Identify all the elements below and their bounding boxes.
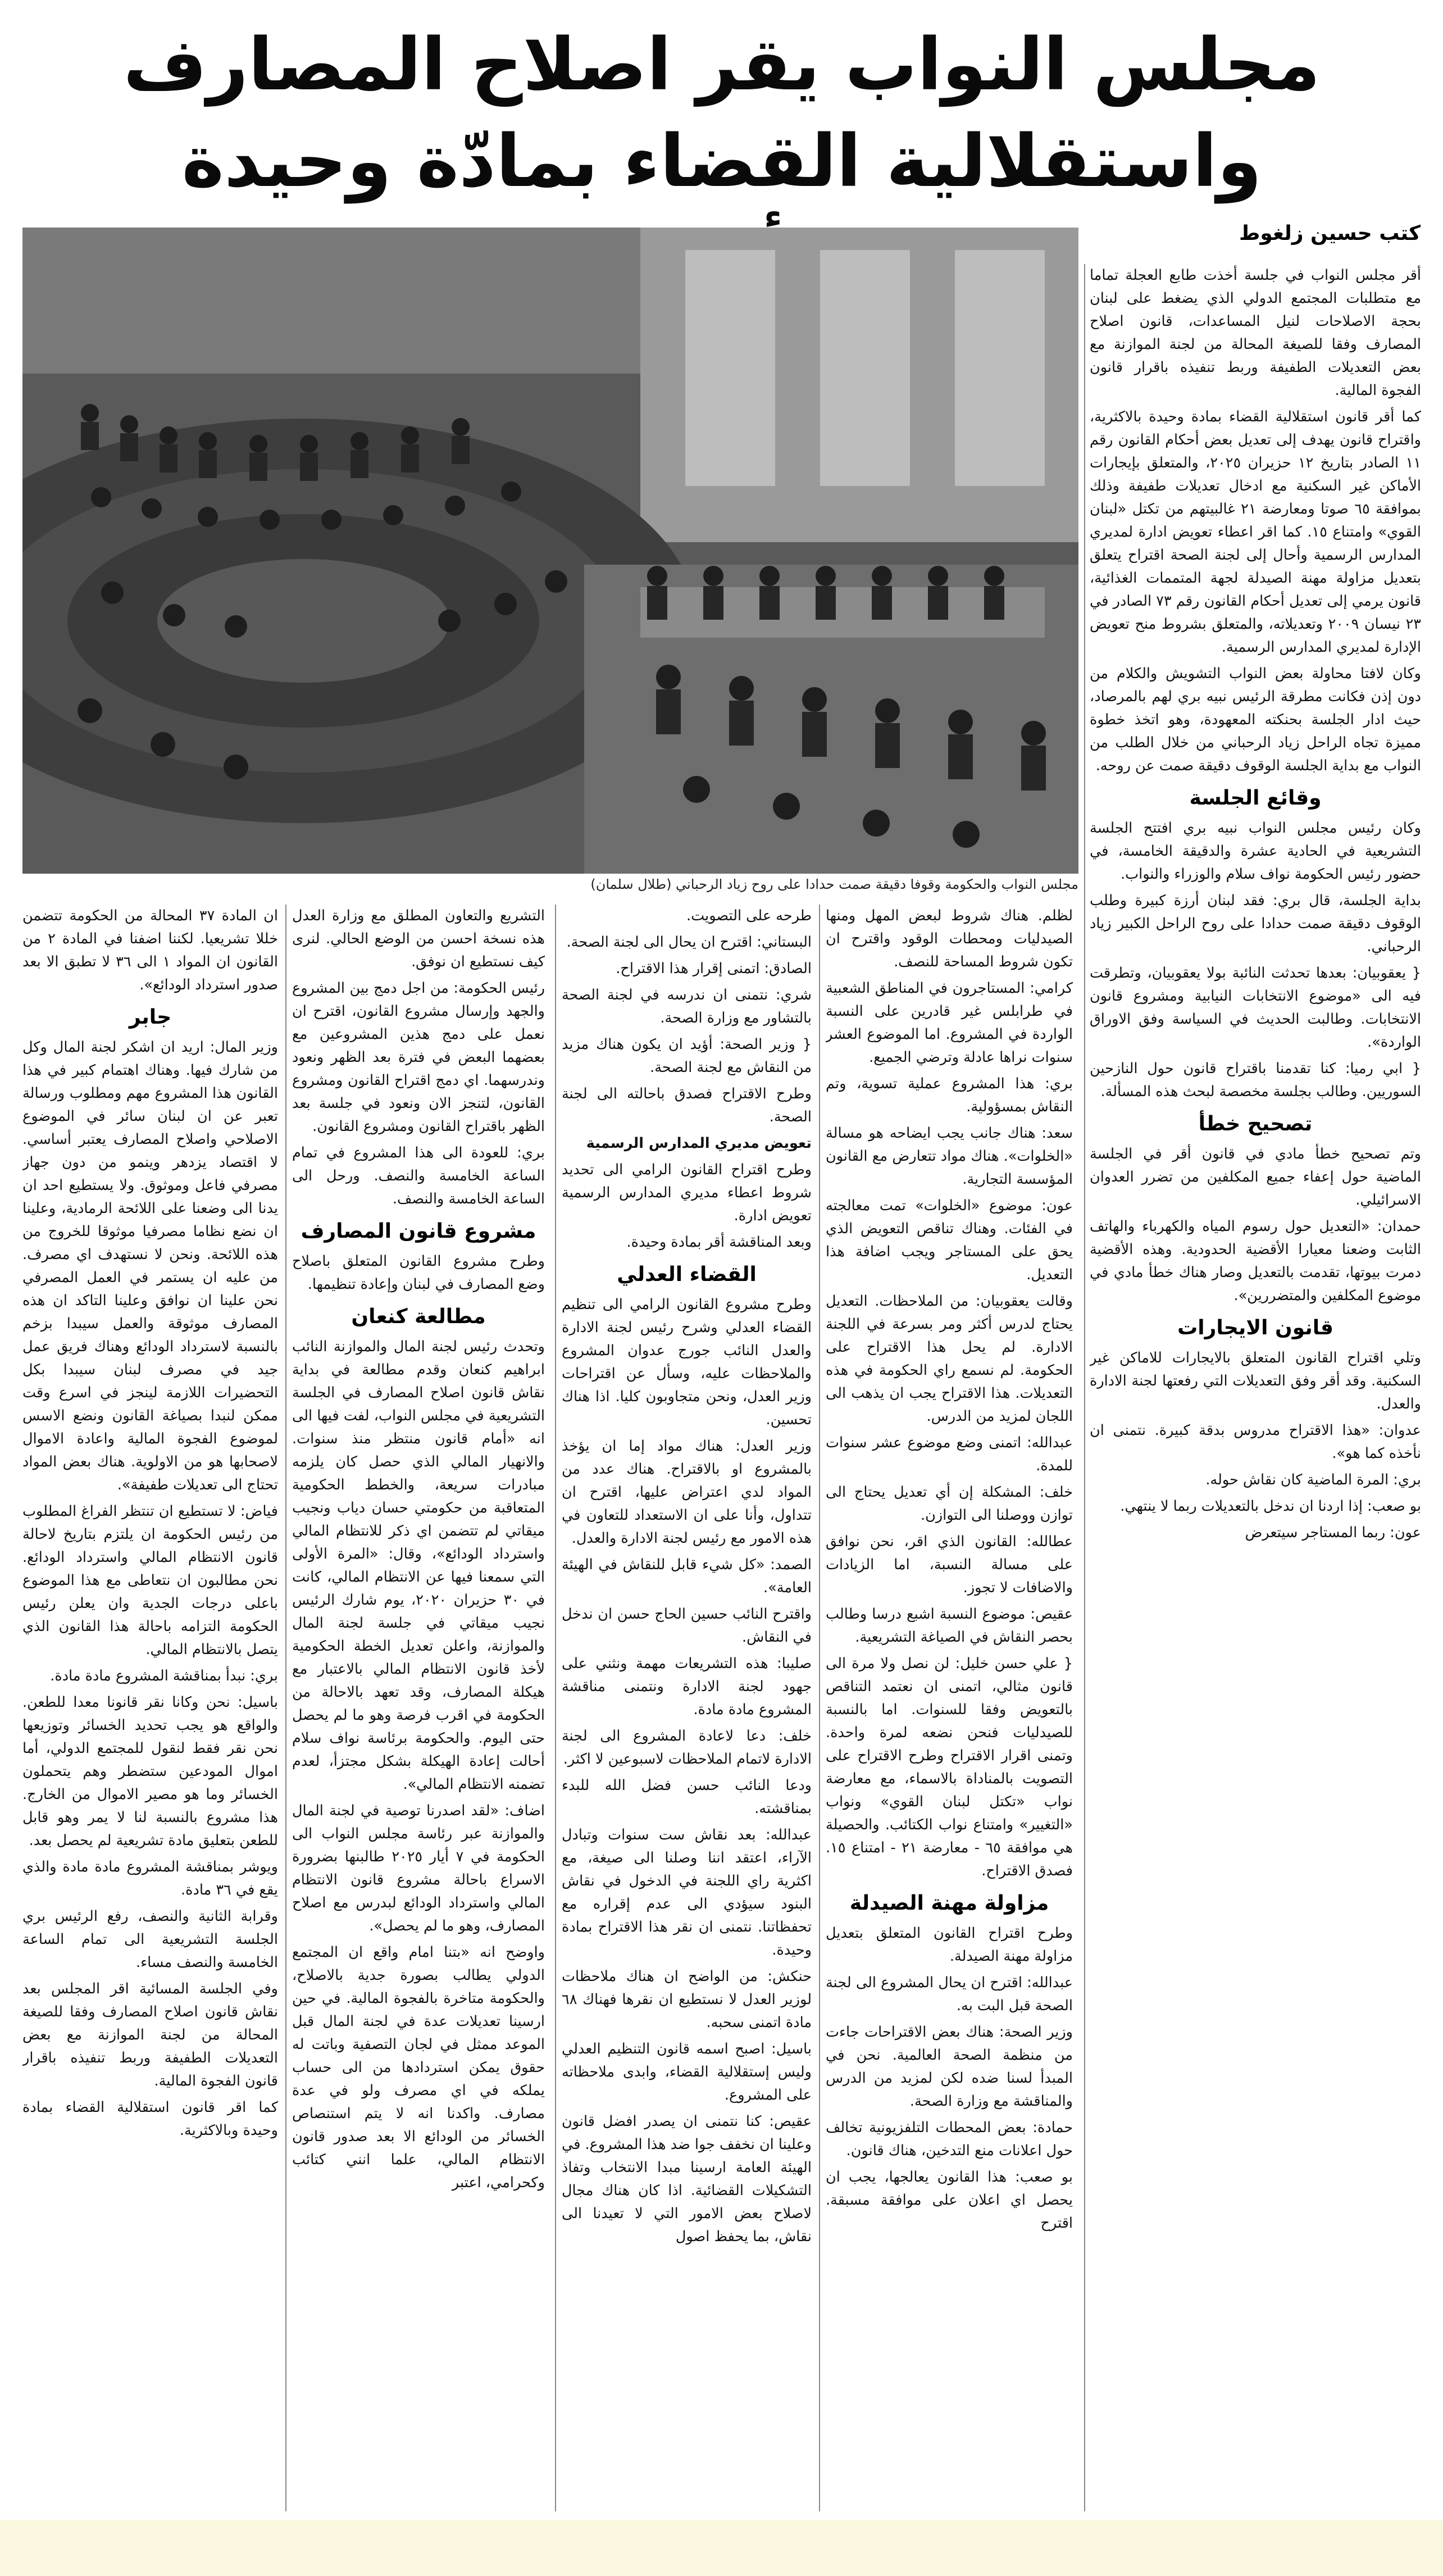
paragraph: ودعا النائب حسن فضل الله للبدء بمناقشته. bbox=[562, 1777, 812, 1817]
paragraph: اضاف: «لقد اصدرنا توصية في لجنة المال والموازنة عبر رئاسة مجلس النواب الى الحكومة في ٧ أيار ٢٠٢٥ طالبنها بضرورة الاسراع باحالة مشروع قانون الانتظام المالي واسترداد الودائع لبدرس مع اصلاح المصارف، وهو ما لم يحصل». bbox=[292, 1802, 545, 1934]
paragraph: بو صعب: هذا القانون يعالجها، يجب ان يحصل اي اعلان على موافقة مسبقة. اقترح bbox=[826, 2169, 1073, 2232]
paragraph: وتلي اقتراح القانون المتعلق بالايجارات للاماكن غير السكنية. وقد أقر وفق التعديلات التي رفعتها لجنة الادارة والعدل. bbox=[1090, 1350, 1421, 1412]
article-column-1 bbox=[1090, 264, 1421, 2517]
parliament-photo bbox=[22, 228, 1078, 874]
paragraph: وزير العدل: هناك مواد إما ان يؤخذ بالمشروع او بالاقتراح. هناك عدد من المواد لدي اعتراض عليها، اقترح ان تتداول، وأنا على ان الاستعداد للتعاون في هذه الامور مع رئيس لجنة الادارة والعدل. bbox=[562, 1438, 812, 1547]
paragraph: { ابي رميا: كنا تقدمنا باقتراح قانون حول النازحين السوريين. وطالب بجلسة مخصصة لبحث هذه المسألة. bbox=[1090, 1060, 1421, 1100]
column-divider bbox=[1084, 264, 1085, 2511]
paragraph: عبدالله: اقترح ان يحال المشروع الى لجنة الصحة قبل البت به. bbox=[826, 1974, 1073, 2014]
subheading: جابر bbox=[129, 1006, 172, 1029]
column-divider bbox=[555, 905, 556, 2511]
paragraph: وقالت يعقوبيان: من الملاحظات. التعديل يحتاج لدرس أكثر ومر بسرعة في اللجنة الادارة. لم يحل هذا الاقتراح على الحكومة. لم نسمع راي الحكومة في هذه التعديلات. هذا الاقتراح يجب ان يذهب الى اللجان لمزيد من الدرس. bbox=[826, 1293, 1073, 1425]
subheading: مزاولة مهنة الصيدلة bbox=[849, 1892, 1049, 1915]
paragraph: حمدان: «التعديل حول رسوم المياه والكهرباء والهاتف الثابت وضعنا معيارا الأقضية الحدودية. وهذه الأقضية دمرت بيوتها، تقدمت بالتعديل وصار هناك خطأ مادي في موضوع المكلفين والمتضررين». bbox=[1090, 1218, 1421, 1304]
paragraph: بري: للعودة الى هذا المشروع في تمام الساعة الخامسة والنصف. ورحل الى الساعة الخامسة والنصف. bbox=[292, 1144, 545, 1207]
paragraph: وطرح مشروع القانون المتعلق باصلاح وضع المصارف في لبنان وإعادة تنظيمها. bbox=[292, 1253, 545, 1293]
paragraph: واقترح النائب حسين الحاج حسن ان ندخل في النقاش. bbox=[562, 1606, 812, 1646]
paragraph: بداية الجلسة، قال بري: فقد لبنان أرزة كبيرة وطلب الوقوف دقيقة صمت حدادا على روح الراحل الكبير زياد الرحباني. bbox=[1090, 892, 1421, 955]
paragraph: وطرح اقتراح القانون الرامي الى تحديد شروط اعطاء مديري المدارس الرسمية تعويض ادارة. bbox=[562, 1161, 812, 1224]
paragraph: خلف: دعا لاعادة المشروع الى لجنة الادارة لاتمام الملاحظات لاسبوعين لا اكثر. bbox=[562, 1728, 812, 1768]
paragraph: صليبا: هذه التشريعات مهمة ونثني على جهود لجنة الادارة ونتمنى مناقشة المشروع مادة مادة. bbox=[562, 1655, 812, 1718]
paragraph: { يعقوبيان: بعدها تحدثت النائبة بولا يعقوبيان، وتطرقت فيه الى «موضوع الانتخابات النيابية ومشروع قانون الانتخابات. وطالبت الحديث في السياسة وفق الاوراق الواردة». bbox=[1090, 965, 1421, 1051]
paragraph: { علي حسن خليل: لن نصل ولا مرة الى قانون مثالي، اتمنى ان نعتمد التناقص بالتعويض وفقا للسنوات. اما بالنسبة للصيدليات فنحن نضعه لمرة واحدة. وتمنى اقرار الاقتراح وطرح الاقتراح على التصويت بالمناداة بالاسماء، مع معارضة نواب «تكتل لبنان القوي» ونواب «التغيير» وامتناع نواب الكتائب. والحصيلة هي موافقة ٦٥ - معارضة ٢١ - امتناع ١٥. فصدق الاقتراح. bbox=[826, 1655, 1073, 1879]
paragraph: وزير الصحة: هناك بعض الاقتراحات جاءت من منظمة الصحة العالمية. نحن في المبدأ لسنا ضده لكن لمزيد من الدرس والمناقشة مع وزارة الصحة. bbox=[826, 2024, 1073, 2110]
paragraph: وكان لافتا محاولة بعض النواب التشويش والكلام من دون إذن فكانت مطرقة الرئيس نبيه بري لهم بالمرصاد، حيث ادار الجلسة بحنكته المعهودة، وهو اتخذ خطوة مميزة تجاه الراحل زياد الرحباني من خلال الطلب من النواب مع بداية الجلسة الوقوف دقيقة صمت عن روحه. bbox=[1090, 665, 1421, 774]
paragraph: وفي الجلسة المسائية اقر المجلس بعد نقاش قانون اصلاح المصارف وفقا للصيغة المحالة من لجنة الموازنة مع بعض التعديلات الطفيفة وربط تنفيذه باقرار قانون الفجوة المالية. bbox=[22, 1980, 278, 2089]
subheading: مشروع قانون المصارف bbox=[301, 1220, 536, 1243]
paragraph: عبدالله: اتمنى وضع موضوع عشر سنوات للمدة. bbox=[826, 1434, 1073, 1474]
paragraph: عون: موضوع «الخلوات» تمت معالجته في الفئات. وهناك تناقص التعويض الذي يحق على المستاجر ويجب اضافة هذا التعديل. bbox=[826, 1197, 1073, 1283]
paragraph: وطرح الاقتراح فصدق باحالته الى لجنة الصحة. bbox=[562, 1085, 812, 1125]
paragraph: واوضح انه «بتنا امام واقع ان المجتمع الدولي يطالب بصورة جدية بالاصلاح، والحكومة متاخرة بالفجوة المالية. في حين ارسينا تعديلات عدة في لجنة المال قبل الموعد ممثل في لجان التصفية وباتت له حقوق يمكن استردادها من الى حساب يملكه في اي مصرف ولو في عدة مصارف. واكدنا انه لا يتم استنصاص الخسائر من الودائع الا بعد صدور قانون الانتظام المالي، علما انني كتائب وكحرامي، اعتبر bbox=[292, 1944, 545, 2191]
paragraph: وكان رئيس مجلس النواب نبيه بري افتتح الجلسة التشريعية في الحادية عشرة والدقيقة الخامسة، في حضور رئيس الحكومة نواف سلام والوزراء والنواب. bbox=[1090, 820, 1421, 883]
paragraph: { وزير الصحة: أؤيد ان يكون هناك مزيد من النقاش مع لجنة الصحة. bbox=[562, 1036, 812, 1076]
subheading: القضاء العدلي bbox=[617, 1263, 757, 1286]
paragraph: كما أقر قانون استقلالية القضاء بمادة وحيدة بالاكثرية، واقتراح قانون يهدف إلى تعديل بعض أحكام القانون رقم ١١ الصادر بتاريخ ١٢ حزيران ٢٠٢٥، والمتعلق بإيجارات الأماكن غير السكنية مع ادخال تعديلات طفيفة وذلك بموافقة ٦٥ صوتا ومعارضة ٢١ غالبيتهم من تكتل «لبنان القوي» وامتناع ١٥. كما اقر اعطاء تعويض ادارة لمديري المدارس الرسمية وأحال إلى لجنة الصحة اقتراح يتعلق بتعديل مزاولة مهنة الصيدلة لجهة المتممات الغذائية، قانون يرمي إلى تعديل أحكام القانون رقم ٧٣ الصادر في ٢٣ نيسان ٢٠٠٩ وتعديلاته، والمتعلق بشروط منح تعويض الإدارة لمديري المدارس الرسمية. bbox=[1090, 408, 1421, 656]
paragraph: بري: نبدأ بمناقشة المشروع مادة مادة. bbox=[50, 1668, 278, 1684]
paragraph: بري: المرة الماضية كان نقاش حوله. bbox=[1205, 1471, 1421, 1488]
paragraph: أقر مجلس النواب في جلسة أخذت طابع العجلة تماما مع متطلبات المجتمع الدولي الذي يضغط على لبنان بحجة الاصلاحات لنيل المساعدات، قانون اصلاح المصارف وفقا للصيغة المحالة من لجنة الموازنة مع بعض التعديلات الطفيفة وربط تنفيذه باقرار قانون الفجوة المالية. bbox=[1090, 267, 1421, 399]
paragraph: كما اقر قانون استقلالية القضاء بمادة وحيدة وبالاكثرية. bbox=[22, 2099, 278, 2139]
paragraph: حنكش: من الواضح ان هناك ملاحظات لوزير العدل لا نستطيع ان نقرها فهناك ٦٨ مادة اتمنى سحبه. bbox=[562, 1968, 812, 2031]
paragraph: وطرح اقتراح القانون المتعلق بتعديل مزاولة مهنة الصيدلة. bbox=[826, 1925, 1073, 1965]
subheading: وقائع الجلسة bbox=[1189, 787, 1322, 810]
paragraph: باسيل: اصبح اسمه قانون التنظيم العدلي وليس إستقلالية القضاء، وابدى ملاحظاته على المشروع. bbox=[562, 2041, 812, 2103]
paragraph: ان المادة ٣٧ المحالة من الحكومة تتضمن خللا تشريعيا. لكننا اضفنا في المادة ٢ من القانون ان المواد ١ الى ٣٦ لا تطبق الا بعد صدور استرداد الودائع». bbox=[22, 907, 278, 993]
paragraph: رئيس الحكومة: من اجل دمج بين المشروع والجهد وإرسال مشروع القانون، اقترح ان نعمل على دمج هذين المشروعين مع بعضهما البعض في فترة بعد الظهر ونعود وندرسهما. اي دمج اقتراح القانون ومشروع القانون، لتنجز الان ونعود في جلسة بعد الظهر باقتراح القانون ومشروع القانون. bbox=[292, 980, 545, 1135]
paragraph: ويوشر بمناقشة المشروع مادة مادة والذي يقع في ٣٦ مادة. bbox=[22, 1859, 278, 1898]
paragraph: تعويض مديري المدارس الرسمية bbox=[586, 1135, 812, 1152]
paragraph: عون: ربما المستاجر سيتعرض bbox=[1245, 1524, 1421, 1541]
byline: كتب حسين زلغوط bbox=[1239, 222, 1421, 245]
paragraph: وبعد المناقشة أقر بمادة وحيدة. bbox=[626, 1234, 812, 1251]
paragraph: وزير المال: اريد ان اشكر لجنة المال وكل من شارك فيها. وهناك اهتمام كبير في هذا القانون هذا المشروع مهم ومطلوب ورسالة تعبر عن ان لبنان سائر في الموضوع الاصلاحي واصلاح المصارف يعتبر أساسي. لا اقتصاد يزدهر وينمو من دون جهاز مصرفي فاعل وموثوق. ولا يستطيع احد ان يدنا الى وضعنا على اللائحة الرمادية، وعلينا ان نضع نظاما مصرفيا موثوقا للخروج من هذه اللائحة. ونحن لا نستهدف اي مصرف. من عليه ان يستمر في العمل المصرفي نحن علينا ان نوافق وعلينا التاكد ان هذه المصارف موثوقة والعمل سيبدا بزخم بالنسبة لاسترداد الودائع وهناك فريق عمل جيد في مصرف لبنان سيبدا بكل التحضيرات اللازمة لينجز في اسرع وقت ممكن لنبدا بصياغة القانون ونضع الاسس لموضوع الفجوة المالية واعادة الاموال لاصحابها هو من الاولوية. هناك بعض المواد تحتاج الى تعديلات طفيفة». bbox=[22, 1039, 278, 1493]
paragraph: شري: نتمنى ان ندرسه في لجنة الصحة بالتشاور مع وزارة الصحة. bbox=[562, 987, 812, 1026]
paragraph: طرحه على التصويت. bbox=[686, 907, 812, 924]
article-column-2 bbox=[826, 905, 1073, 2517]
paragraph: وتم تصحيح خطأ مادي في قانون أقر في الجلسة الماضية حول إعفاء جميع المكلفين من تضرر العدوان الاسرائيلي. bbox=[1090, 1146, 1421, 1209]
paragraph: فياض: لا تستطيع ان تنتظر الفراغ المطلوب من رئيس الحكومة ان يلتزم بتاريخ لاحالة قانون الانتظام المالي واسترداد الودائع. نحن مطالبون ان نتعاطى مع هذا الموضوع باعلى درجات الجدية وان يعلن رئيس الحكومة التزامه باحالة هذا القانون الذي يتصل بالانتظام المالي. bbox=[22, 1503, 278, 1658]
paragraph: عبدالله: بعد نقاش ست سنوات وتبادل الآراء، اعتقد اننا وصلنا الى صيغة، مع اكثرية راي اللجنة في الدخول في نقاش البنود سيؤدي الى عدم إقراره مع تحفظاتنا. نتمنى ان نقر هذا الاقتراح بمادة وحيدة. bbox=[562, 1827, 812, 1959]
paragraph: عدوان: «هذا الاقتراح مدروس بدقة كبيرة. نتمنى ان نأخذه كما هو». bbox=[1090, 1422, 1421, 1462]
parliament-chamber-illustration bbox=[22, 228, 1078, 874]
paragraph: كرامي: المستاجرون في المناطق الشعبية في طرابلس غير قادرين على النسبة الواردة في المشروع. اما الموضوع العشر سنوات نراها عادلة وترضي الجميع. bbox=[826, 980, 1073, 1066]
paragraph: حمادة: بعض المحطات التلفزيونية تخالف حول اعلانات منع التدخين، هناك قانون. bbox=[826, 2119, 1073, 2159]
article-column-5 bbox=[22, 905, 278, 2517]
paragraph: عطالله: القانون الذي اقر، نحن نوافق على مسالة النسبة، اما الزيادات والاضافات لا تجوز. bbox=[826, 1533, 1073, 1596]
paragraph: بري: هذا المشروع عملية تسوية، وتم النقاش بمسؤولية. bbox=[826, 1075, 1073, 1115]
paragraph: البستاني: اقترح ان يحال الى لجنة الصحة. bbox=[566, 934, 812, 951]
page-bottom-band bbox=[0, 2520, 1443, 2576]
headline-line-1: مجلس النواب يقر اصلاح المصارف bbox=[123, 23, 1321, 107]
column-divider bbox=[285, 905, 286, 2511]
paragraph: لظلم. هناك شروط لبعض المهل ومنها الصيدليات ومحطات الوقود واقترح ان تكون شروط المساحة للنصف. bbox=[826, 907, 1073, 970]
paragraph: بو صعب: إذا اردنا ان ندخل بالتعديلات ربما لا ينتهي. bbox=[1120, 1498, 1421, 1515]
paragraph: التشريع والتعاون المطلق مع وزارة العدل هذه نسخة احسن من الوضع الحالي. لنرى كيف نستطيع ان نوفق. bbox=[292, 907, 545, 970]
paragraph: الصادق: اتمنى إقرار هذا الاقتراح. bbox=[616, 960, 812, 977]
column-divider bbox=[819, 905, 820, 2511]
subheading: مطالعة كنعان bbox=[351, 1305, 486, 1328]
paragraph: عقيص: موضوع النسبة اشبع درسا وطالب بحصر النقاش في الصياغة التشريعية. bbox=[826, 1606, 1073, 1646]
paragraph: وقرابة الثانية والنصف، رفع الرئيس بري الجلسة التشريعية الى تمام الساعة الخامسة والنصف مساء. bbox=[22, 1908, 278, 1971]
paragraph: باسيل: نحن وكانا نقر قانونا معدا للطعن. والواقع هو يجب تحديد الخسائر وتوزيعها نحن نقر فقط لنقول للمجتمع الدولي، أما اموال المودعين ستضطر وهم يتحملون الخسائر وما هو مصير الاموال من الخارج. هذا مشروع بالنسبة لنا لا يمر وهو قابل للطعن بتعليق مادة تشريعية لم يحصل بعد. bbox=[22, 1694, 278, 1849]
paragraph: خلف: المشكلة إن أي تعديل يحتاج الى توازن ووصلنا الى التوازن. bbox=[826, 1484, 1073, 1524]
paragraph: سعد: هناك جانب يجب ايضاحه هو مسالة «الخلوات». هناك مواد تتعارض مع القانون المؤسسة التجارية. bbox=[826, 1125, 1073, 1188]
article-column-4 bbox=[292, 905, 545, 2517]
paragraph: الصمد: «كل شيء قابل للنقاش في الهيئة العامة». bbox=[562, 1556, 812, 1596]
paragraph: وطرح مشروع القانون الرامي الى تنظيم القضاء العدلي وشرح رئيس لجنة الادارة والعدل النائب جورج عدوان المشروع والملاحظات عليه، وسأل عن اقتراحات وزير العدل، ونحن متجاوبون كليا. اذا هناك تحسين. bbox=[562, 1296, 812, 1428]
subheading: تصحيح خطأ bbox=[1198, 1112, 1313, 1135]
paragraph: عقيص: كنا نتمنى ان يصدر افضل قانون وعلينا ان نخفف جوا ضد هذا المشروع. في الهيئة العامة ارسينا مبدا الانتخاب وتفاذ التشكيلات القضائية. اذا كان هناك مجال لاصلاح بعض الامور التي لا تعيدنا الى نقاش، بما يحفظ اصول bbox=[562, 2113, 812, 2245]
subheading: قانون الايجارات bbox=[1177, 1316, 1333, 1339]
article-column-3 bbox=[562, 905, 812, 2517]
headline-line-2: واستقلالية القضاء بمادّة وحيدة bbox=[181, 120, 1262, 203]
photo-caption: مجلس النواب والحكومة وقوفا دقيقة صمت حدادا على روح زياد الرحباني (طلال سلمان) bbox=[590, 876, 1078, 892]
paragraph: وتحدث رئيس لجنة المال والموازنة النائب ابراهيم كنعان وقدم مطالعة في بداية نقاش قانون اصلاح المصارف في الجلسة التشريعية في مجلس النواب، لفت فيها الى انه «أمام قانون منتظر منذ سنوات. والانهيار المالي الذي حصل كان يلزمه مبادرات سريعة، والخطط الحكومية المتعاقبة من حكومتي حسان دياب ونجيب ميقاتي لم تتضمن اي ذكر للانتظام المالي واسترداد الودائع»، وقال: «المرة الأولى التي سمعنا فيها عن الانتظام المالي، كانت في ٣٠ حزيران ٢٠٢٠، يوم شارك الرئيس نجيب ميقاتي في جلسة لجنة المال والموازنة، واعلن تعديل الخطة الحكومية لأخذ قانون الانتظام المالي بالاعتبار مع هيكلة المصارف، وقد تعهد بالاحالة من الحكومة في اقرب فرصة وهو ما لم يحصل حتى اليوم. والحكومة برئاسة نواف سلام أحالت إعادة الهيكلة بشكل مجتزأ، لعدم تضمنه الانتظام المالي». bbox=[292, 1338, 545, 1793]
